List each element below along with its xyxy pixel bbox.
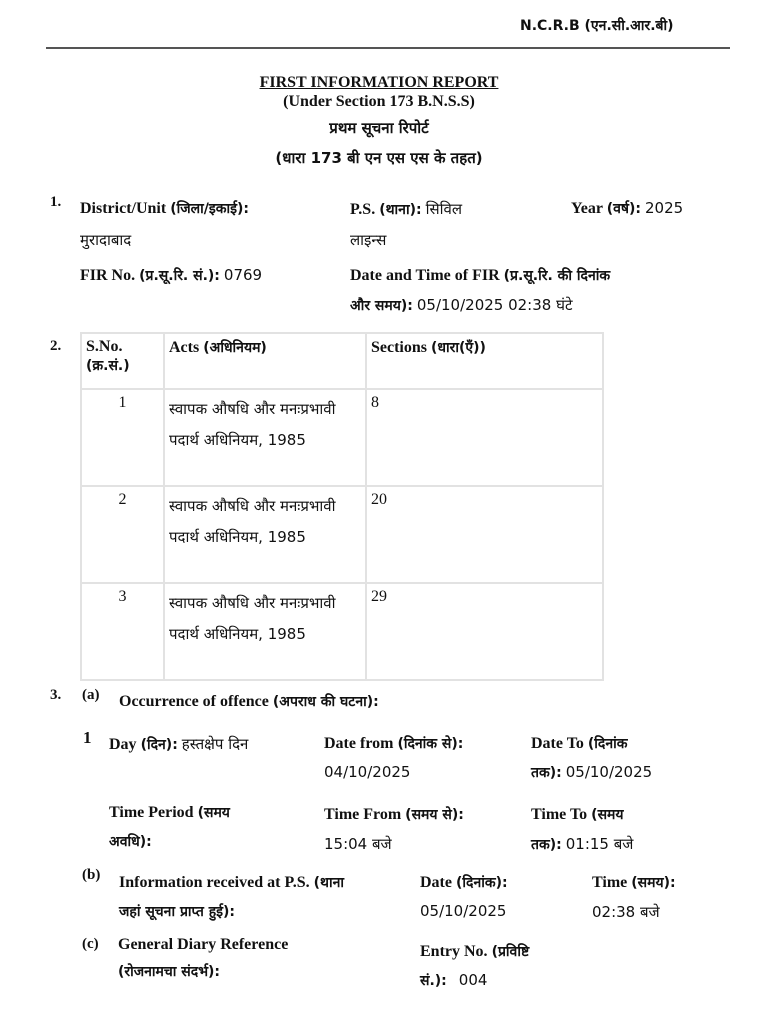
time-to-label-hi-2: तक): [531, 837, 562, 853]
entry-no-label-en: Entry No. [420, 943, 488, 960]
day-label-hi: (दिन): [140, 737, 178, 753]
time-from-label-hi: (समय से): [405, 807, 464, 823]
day-label [109, 734, 248, 754]
subsection-a-marker: (a) [82, 687, 100, 703]
occurrence-label-en: Occurrence of offence [119, 693, 269, 710]
header-acts [164, 333, 366, 389]
time-to-label-en: Time To [531, 806, 588, 823]
info-date-label [420, 873, 508, 892]
acts-table [80, 332, 604, 681]
ps-label-hi: (थाना): [379, 202, 422, 218]
table-row [81, 486, 603, 583]
occurrence-item-number: 1 [83, 728, 92, 747]
header-acts-hi: (अधिनियम) [203, 340, 267, 356]
info-time-label [592, 873, 676, 892]
header-sno [81, 333, 164, 389]
district-label-hi: (जिला/इकाई): [170, 201, 249, 217]
year-label-en: Year [571, 200, 603, 217]
fir-datetime-value: 05/10/2025 02:38 घंटे [416, 296, 573, 314]
date-to-label-hi-2: तक): [531, 765, 562, 781]
info-date-label-hi: (दिनांक): [455, 875, 508, 891]
fir-datetime-label-hi-2: और समय): [350, 298, 413, 314]
row-sno: 2 [81, 486, 164, 583]
subsection-b-marker: (b) [82, 867, 101, 883]
row-section: 8 [366, 389, 603, 486]
time-to-value: 01:15 बजे [565, 835, 634, 853]
district-label [80, 199, 249, 218]
row-sno: 3 [81, 583, 164, 680]
ncrb-label [520, 16, 674, 35]
header-sections-en: Sections [371, 339, 427, 356]
info-received-label [119, 873, 344, 892]
district-label-en: District/Unit [80, 200, 167, 217]
ncrb-text: N.C.R.B (एन.सी.आर.बी) [520, 18, 674, 34]
gd-reference-label: General Diary Reference [118, 936, 289, 953]
fir-no-label [80, 266, 262, 285]
date-to-value: 05/10/2025 [565, 763, 653, 781]
info-received-row [119, 902, 235, 921]
section-1-number: 1. [50, 194, 62, 210]
info-date-value: 05/10/2025 [420, 902, 507, 920]
header-acts-en: Acts [169, 339, 200, 356]
fir-datetime-label [350, 266, 610, 285]
time-period-label-en: Time Period [109, 804, 194, 821]
table-row [81, 583, 603, 680]
time-from-value: 15:04 बजे [324, 835, 392, 853]
date-from-label [324, 734, 463, 753]
date-to-label-hi-1: (दिनांक [587, 736, 628, 752]
date-from-value: 04/10/2025 [324, 763, 411, 781]
time-from-label-en: Time From [324, 806, 402, 823]
time-from-label [324, 805, 464, 824]
entry-no-row [420, 971, 487, 990]
section-3-number: 3. [50, 687, 62, 703]
header-sno-hi: (क्र.सं.) [86, 358, 130, 374]
gd-reference-label-hi: (रोजनामचा संदर्भ): [118, 964, 221, 980]
occurrence-label [119, 692, 379, 711]
day-value: हस्तक्षेप दिन [181, 735, 249, 753]
info-received-label-hi-1: (थाना [313, 875, 345, 891]
report-title-hindi: प्रथम सूचना रिपोर्ट [329, 119, 429, 137]
ps-label [350, 199, 462, 219]
header-divider [46, 47, 730, 49]
time-period-label-hi-2: अवधि): [109, 834, 152, 850]
table-row [81, 389, 603, 486]
gd-reference-row [118, 962, 220, 981]
ps-value-line2: लाइन्स [350, 231, 387, 249]
report-title: FIRST INFORMATION REPORT [259, 74, 499, 91]
day-label-en: Day [109, 736, 137, 753]
info-time-label-en: Time [592, 874, 628, 891]
fir-no-value: 0769 [223, 266, 263, 284]
date-from-label-en: Date from [324, 735, 394, 752]
report-subtitle-hindi: (धारा 173 बी एन एस एस के तहत) [275, 149, 483, 167]
row-act: स्वापक औषधि और मनःप्रभावी पदार्थ अधिनियम, 1985 [169, 497, 336, 546]
year-label [571, 199, 683, 218]
row-act: स्वापक औषधि और मनःप्रभावी पदार्थ अधिनियम, 1985 [169, 400, 336, 449]
district-value: मुरादाबाद [80, 231, 132, 249]
date-to-row [531, 763, 652, 782]
fir-datetime-row [350, 295, 573, 315]
time-to-row [531, 834, 633, 854]
fir-datetime-label-hi-1: (प्र.सू.रि. की दिनांक [503, 268, 611, 284]
info-time-value: 02:38 बजे [592, 903, 660, 921]
entry-no-label-hi-2: सं.): [420, 973, 447, 989]
row-section: 20 [366, 486, 603, 583]
info-date-label-en: Date [420, 874, 452, 891]
date-to-label-en: Date To [531, 735, 584, 752]
date-to-label [531, 734, 628, 753]
row-act: स्वापक औषधि और मनःप्रभावी पदार्थ अधिनियम, 1985 [169, 594, 336, 643]
info-received-label-en: Information received at P.S. [119, 874, 310, 891]
time-period-label-hi-1: (समय [197, 805, 230, 821]
row-sno: 1 [81, 389, 164, 486]
header-sections [366, 333, 603, 389]
entry-no-value: 004 [458, 971, 488, 989]
time-to-label-hi-1: (समय [591, 807, 624, 823]
year-value: 2025 [644, 199, 684, 217]
time-to-label [531, 805, 624, 824]
entry-no-label-hi-1: (प्रविष्टि [491, 944, 530, 960]
subsection-c-marker: (c) [82, 936, 99, 952]
info-time-label-hi: (समय): [631, 875, 676, 891]
date-from-label-hi: (दिनांक से): [397, 736, 464, 752]
info-received-label-hi-2: जहां सूचना प्राप्त हुई): [119, 904, 236, 920]
time-period-row [109, 832, 152, 851]
header-sno-en: S.No. [86, 338, 123, 355]
fir-no-label-hi: (प्र.सू.रि. सं.): [139, 268, 220, 284]
row-section: 29 [366, 583, 603, 680]
ps-value-line1: सिविल [425, 200, 462, 218]
entry-no-label [420, 942, 529, 961]
fir-no-label-en: FIR No. [80, 267, 136, 284]
occurrence-label-hi: (अपराध की घटना): [272, 694, 379, 710]
report-subtitle: (Under Section 173 B.N.S.S) [283, 93, 475, 110]
year-label-hi: (वर्ष): [606, 201, 641, 217]
ps-label-en: P.S. [350, 201, 376, 218]
header-sections-hi: (धारा(एँ)) [431, 340, 486, 356]
section-2-number: 2. [50, 338, 62, 354]
fir-datetime-label-en: Date and Time of FIR [350, 267, 500, 284]
acts-table-header [81, 333, 603, 389]
time-period-label [109, 803, 230, 822]
